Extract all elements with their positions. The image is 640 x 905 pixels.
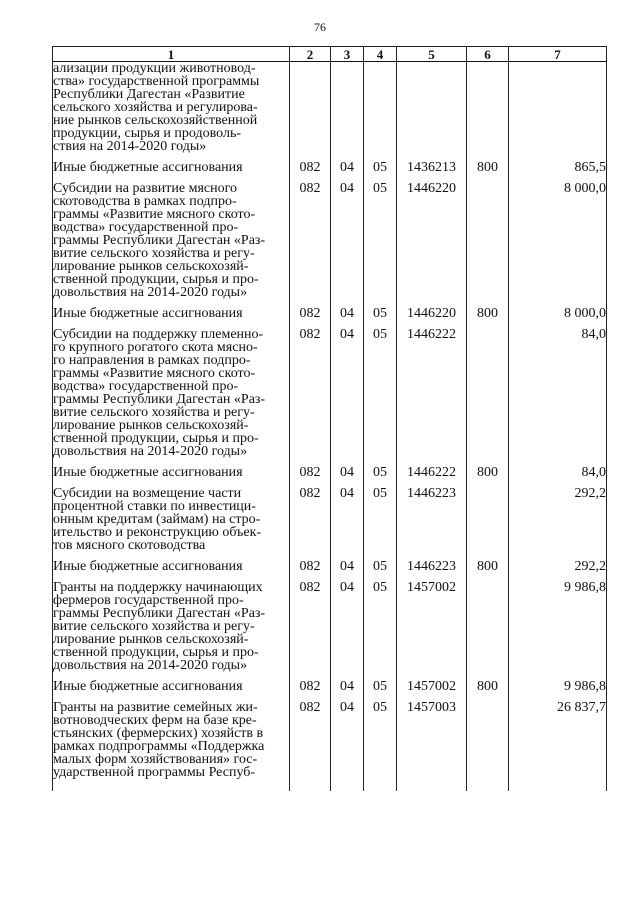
description-line: граммы «Развитие мясного ското- xyxy=(53,207,256,222)
header-col-7: 7 xyxy=(509,47,607,62)
table-row xyxy=(53,672,607,693)
cell-target-item: 1446222 xyxy=(397,458,467,479)
cell-target-item xyxy=(397,62,467,154)
description-line: лирование рынков сельскохозяй- xyxy=(53,632,249,647)
header-col-1: 1 xyxy=(53,47,290,62)
cell-amount: 8 000,0 xyxy=(509,174,607,299)
description-line: вотноводческих ферм на базе кре- xyxy=(53,713,257,728)
table-row xyxy=(53,62,607,154)
cell-target-item: 1457002 xyxy=(397,672,467,693)
cell-chapter: 082 xyxy=(290,573,331,672)
description-line: ализации продукции животновод- xyxy=(53,61,256,76)
cell-target-item: 1446222 xyxy=(397,320,467,458)
empty-cell xyxy=(53,779,290,791)
cell-subsection: 05 xyxy=(364,693,397,779)
description-line: водства» государственной про- xyxy=(53,220,239,235)
cell-description xyxy=(53,458,290,479)
table-row xyxy=(53,174,607,299)
cell-section xyxy=(331,62,364,154)
cell-description xyxy=(53,672,290,693)
table-row xyxy=(53,320,607,458)
description-line: Иные бюджетные ассигнования xyxy=(53,306,243,321)
description-line: водства» государственной про- xyxy=(53,379,239,394)
header-col-6: 6 xyxy=(467,47,509,62)
description-line: витие сельского хозяйства и регу- xyxy=(53,405,255,420)
description-line: сельского хозяйства и регулирова- xyxy=(53,100,258,115)
table-row xyxy=(53,573,607,672)
description-line: Субсидии на возмещение части xyxy=(53,486,242,501)
budget-table xyxy=(52,46,607,791)
cell-chapter: 082 xyxy=(290,153,331,174)
description-line: довольствия на 2014-2020 годы» xyxy=(53,285,248,300)
cell-description xyxy=(53,320,290,458)
description-line: граммы Республики Дагестан «Раз- xyxy=(53,606,266,621)
cell-section: 04 xyxy=(331,174,364,299)
header-col-5: 5 xyxy=(397,47,467,62)
description-line: ства» государственной программы xyxy=(53,74,260,89)
cell-expense-type xyxy=(467,320,509,458)
cell-amount: 8 000,0 xyxy=(509,299,607,320)
cell-subsection: 05 xyxy=(364,458,397,479)
description-line: Иные бюджетные ассигнования xyxy=(53,465,243,480)
description-line: граммы Республики Дагестан «Раз- xyxy=(53,392,266,407)
description-line: ние рынков сельскохозяйственной xyxy=(53,113,258,128)
table-continuation-row xyxy=(53,779,607,791)
cell-section: 04 xyxy=(331,672,364,693)
cell-expense-type xyxy=(467,174,509,299)
cell-chapter: 082 xyxy=(290,299,331,320)
cell-section: 04 xyxy=(331,693,364,779)
cell-amount: 865,5 xyxy=(509,153,607,174)
description-line: ительство и реконструкцию объек- xyxy=(53,525,262,540)
description-line: онным кредитам (займам) на стро- xyxy=(53,512,261,527)
description-line: граммы «Развитие мясного ското- xyxy=(53,366,256,381)
table-row xyxy=(53,552,607,573)
cell-chapter: 082 xyxy=(290,458,331,479)
description-line: ственной продукции, сырья и про- xyxy=(53,272,259,287)
cell-chapter: 082 xyxy=(290,672,331,693)
description-line: витие сельского хозяйства и регу- xyxy=(53,246,255,261)
cell-description xyxy=(53,552,290,573)
description-line: тов мясного скотоводства xyxy=(53,538,206,553)
cell-target-item: 1457003 xyxy=(397,693,467,779)
cell-chapter: 082 xyxy=(290,174,331,299)
cell-section: 04 xyxy=(331,479,364,552)
description-line: Иные бюджетные ассигнования xyxy=(53,160,243,175)
description-line: го направления в рамках подпро- xyxy=(53,353,251,368)
description-line: ствия на 2014-2020 годы» xyxy=(53,139,207,154)
cell-description xyxy=(53,174,290,299)
cell-target-item: 1446220 xyxy=(397,299,467,320)
cell-chapter xyxy=(290,62,331,154)
cell-amount: 292,2 xyxy=(509,552,607,573)
description-line: процентной ставки по инвестици- xyxy=(53,499,256,514)
description-line: ственной продукции, сырья и про- xyxy=(53,431,259,446)
cell-subsection: 05 xyxy=(364,153,397,174)
description-line: Гранты на развитие семейных жи- xyxy=(53,700,258,715)
cell-subsection: 05 xyxy=(364,552,397,573)
cell-section: 04 xyxy=(331,153,364,174)
cell-description xyxy=(53,479,290,552)
cell-amount: 26 837,7 xyxy=(509,693,607,779)
cell-target-item: 1457002 xyxy=(397,573,467,672)
empty-cell xyxy=(290,779,331,791)
cell-chapter: 082 xyxy=(290,552,331,573)
cell-subsection: 05 xyxy=(364,320,397,458)
cell-expense-type: 800 xyxy=(467,552,509,573)
cell-target-item: 1446220 xyxy=(397,174,467,299)
cell-chapter: 082 xyxy=(290,693,331,779)
description-line: ударственной программы Респуб- xyxy=(53,765,256,780)
cell-description xyxy=(53,299,290,320)
cell-subsection: 05 xyxy=(364,299,397,320)
description-line: Гранты на поддержку начинающих xyxy=(53,580,263,595)
description-line: фермеров государственной про- xyxy=(53,593,244,608)
description-line: лирование рынков сельскохозяй- xyxy=(53,259,249,274)
cell-chapter: 082 xyxy=(290,320,331,458)
description-line: граммы Республики Дагестан «Раз- xyxy=(53,233,266,248)
cell-expense-type xyxy=(467,693,509,779)
description-line: витие сельского хозяйства и регу- xyxy=(53,619,255,634)
description-line: продукции, сырья и продоволь- xyxy=(53,126,242,141)
cell-description xyxy=(53,573,290,672)
cell-subsection: 05 xyxy=(364,174,397,299)
cell-amount: 9 986,8 xyxy=(509,573,607,672)
cell-section: 04 xyxy=(331,320,364,458)
description-line: довольствия на 2014-2020 годы» xyxy=(53,444,248,459)
empty-cell xyxy=(397,779,467,791)
cell-expense-type xyxy=(467,573,509,672)
empty-cell xyxy=(364,779,397,791)
empty-cell xyxy=(331,779,364,791)
cell-subsection xyxy=(364,62,397,154)
empty-cell xyxy=(509,779,607,791)
description-line: стьянских (фермерских) хозяйств в xyxy=(53,726,264,741)
cell-amount xyxy=(509,62,607,154)
description-line: Иные бюджетные ассигнования xyxy=(53,679,243,694)
header-col-4: 4 xyxy=(364,47,397,62)
header-col-2: 2 xyxy=(290,47,331,62)
cell-expense-type: 800 xyxy=(467,153,509,174)
table-row xyxy=(53,153,607,174)
description-line: малых форм хозяйствования» гос- xyxy=(53,752,258,767)
cell-amount: 84,0 xyxy=(509,320,607,458)
description-line: Республики Дагестан «Развитие xyxy=(53,87,245,102)
cell-amount: 292,2 xyxy=(509,479,607,552)
cell-subsection: 05 xyxy=(364,479,397,552)
cell-description xyxy=(53,62,290,154)
description-line: ственной продукции, сырья и про- xyxy=(53,645,259,660)
description-line: скотоводства в рамках подпро- xyxy=(53,194,237,209)
description-line: лирование рынков сельскохозяй- xyxy=(53,418,249,433)
header-col-3: 3 xyxy=(331,47,364,62)
cell-section: 04 xyxy=(331,458,364,479)
cell-expense-type xyxy=(467,62,509,154)
cell-target-item: 1446223 xyxy=(397,552,467,573)
description-line: рамках подпрограммы «Поддержка xyxy=(53,739,265,754)
cell-description xyxy=(53,693,290,779)
cell-section: 04 xyxy=(331,573,364,672)
table-row xyxy=(53,693,607,779)
description-line: довольствия на 2014-2020 годы» xyxy=(53,658,248,673)
table-row xyxy=(53,458,607,479)
cell-expense-type xyxy=(467,479,509,552)
cell-target-item: 1446223 xyxy=(397,479,467,552)
cell-section: 04 xyxy=(331,552,364,573)
cell-amount: 84,0 xyxy=(509,458,607,479)
table-row xyxy=(53,299,607,320)
cell-expense-type: 800 xyxy=(467,458,509,479)
description-line: Субсидии на развитие мясного xyxy=(53,181,238,196)
cell-expense-type: 800 xyxy=(467,672,509,693)
table-row xyxy=(53,479,607,552)
cell-section: 04 xyxy=(331,299,364,320)
description-line: го крупного рогатого скота мясно- xyxy=(53,340,258,355)
cell-chapter: 082 xyxy=(290,479,331,552)
empty-cell xyxy=(467,779,509,791)
cell-description xyxy=(53,153,290,174)
table-body xyxy=(53,62,607,792)
cell-subsection: 05 xyxy=(364,672,397,693)
cell-subsection: 05 xyxy=(364,573,397,672)
page-number: 76 xyxy=(314,20,326,34)
table-header-row xyxy=(53,47,607,62)
description-line: Иные бюджетные ассигнования xyxy=(53,559,243,574)
description-line: Субсидии на поддержку племенно- xyxy=(53,327,264,342)
cell-target-item: 1436213 xyxy=(397,153,467,174)
cell-expense-type: 800 xyxy=(467,299,509,320)
cell-amount: 9 986,8 xyxy=(509,672,607,693)
